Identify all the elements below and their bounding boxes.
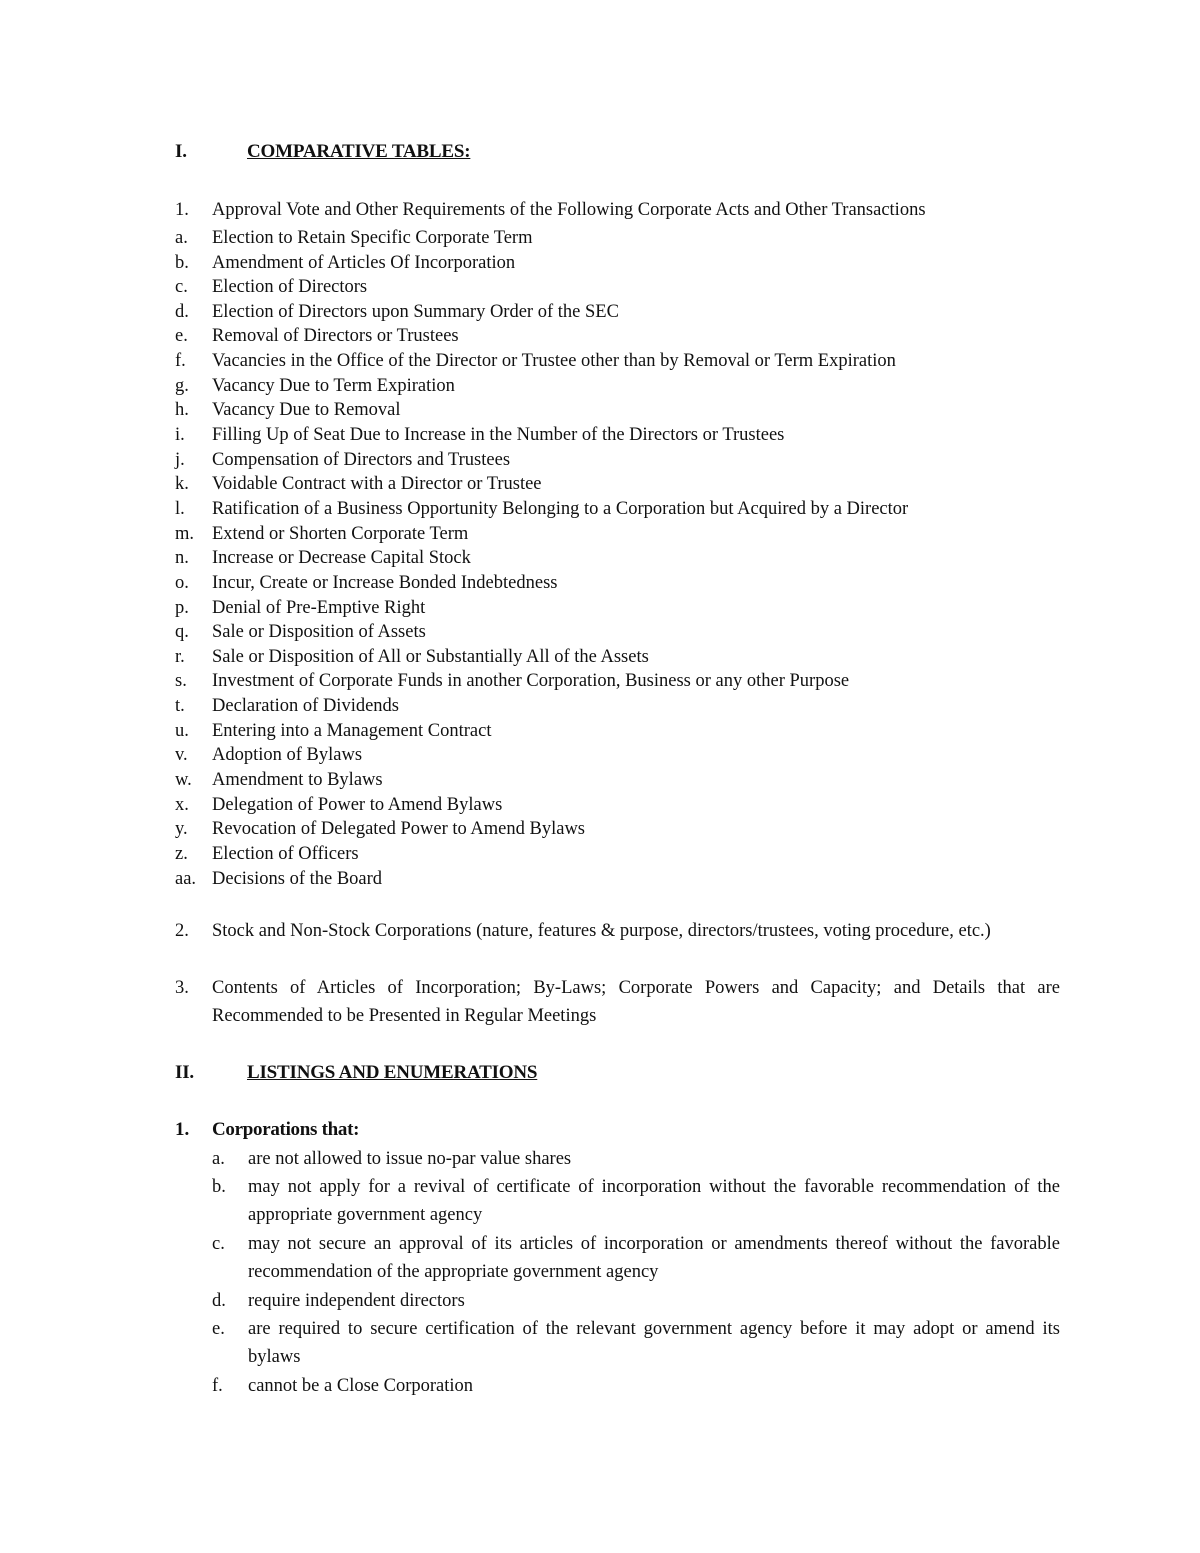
list-item: [212, 1287, 1060, 1315]
item-text: Delegation of Power to Amend Bylaws: [212, 795, 503, 815]
item-text: Adoption of Bylaws: [212, 745, 363, 765]
item-text: Sale or Disposition of Assets: [212, 622, 426, 642]
section-1-title: COMPARATIVE TABLES:: [247, 141, 471, 162]
item-text: require independent directors: [248, 1291, 465, 1311]
list-item: [212, 1372, 1060, 1400]
item-marker: 1.: [175, 200, 189, 220]
item-marker: q.: [175, 622, 189, 642]
item-text: Vacancies in the Office of the Director or Trustee other than by Removal or Term Expiration: [212, 351, 896, 371]
list-item: [212, 1230, 1060, 1286]
item-text: Incur, Create or Increase Bonded Indebtedness: [212, 573, 558, 593]
item-marker: d.: [175, 302, 189, 322]
section-1-number: I.: [175, 141, 187, 162]
item-text: Vacancy Due to Removal: [212, 400, 401, 420]
item-text: Entering into a Management Contract: [212, 721, 492, 741]
item-marker: f.: [175, 351, 186, 371]
item-marker: f.: [212, 1376, 223, 1396]
section-2-title: LISTINGS AND ENUMERATIONS: [247, 1062, 538, 1083]
list-item: [212, 1315, 1060, 1371]
item-text: Extend or Shorten Corporate Term: [212, 524, 469, 544]
item-text: are required to secure certification of the relevant government agency before it may adopt or amend its bylaws: [248, 1319, 1060, 1367]
item-marker: l.: [175, 499, 185, 519]
item-text: Stock and Non-Stock Corporations (nature, features & purpose, directors/trustees, voting procedure, etc.): [212, 921, 991, 941]
item-marker: z.: [175, 844, 188, 864]
item-marker: aa.: [175, 869, 197, 889]
item-marker: h.: [175, 400, 189, 420]
section-2-number: II.: [175, 1062, 194, 1083]
item-text: may not apply for a revival of certificate of incorporation without the favorable recommendation of the appropriate government agency: [248, 1177, 1060, 1225]
item-text: Ratification of a Business Opportunity Belonging to a Corporation but Acquired by a Director: [212, 499, 909, 519]
item-marker: k.: [175, 474, 189, 494]
item-text: Compensation of Directors and Trustees: [212, 450, 511, 470]
item-marker: m.: [175, 524, 195, 544]
item-marker: j.: [175, 450, 185, 470]
item-marker: e.: [175, 326, 188, 346]
item-text: Sale or Disposition of All or Substantially All of the Assets: [212, 647, 649, 667]
item-marker: x.: [175, 795, 189, 815]
item-marker: w.: [175, 770, 192, 790]
item-marker: i.: [175, 425, 185, 445]
item-marker: b.: [175, 253, 189, 273]
item-marker: v.: [175, 745, 188, 765]
item-text: Removal of Directors or Trustees: [212, 326, 459, 346]
item-marker: s.: [175, 671, 187, 691]
item-marker: d.: [212, 1291, 226, 1311]
list-item: [212, 1145, 1060, 1173]
item-text: Election of Officers: [212, 844, 359, 864]
item-text: may not secure an approval of its articles of incorporation or amendments thereof without the favorable recommendation of the appropriate government agency: [248, 1234, 1060, 1282]
item-text: Decisions of the Board: [212, 869, 383, 889]
item-marker: c.: [175, 277, 188, 297]
item-text: Revocation of Delegated Power to Amend Bylaws: [212, 819, 585, 839]
item-marker: e.: [212, 1319, 225, 1339]
item-marker: r.: [175, 647, 185, 667]
item-text: Election of Directors: [212, 277, 368, 297]
item-text: Contents of Articles of Incorporation; By-Laws; Corporate Powers and Capacity; and Details that are Recommended to be Presented in Regular Meetings: [212, 978, 1060, 1026]
item-text: Voidable Contract with a Director or Trustee: [212, 474, 542, 494]
item-marker: 1.: [175, 1119, 190, 1140]
item-marker: o.: [175, 573, 189, 593]
item-text: Declaration of Dividends: [212, 696, 399, 716]
item-marker: p.: [175, 598, 189, 618]
item-marker: a.: [175, 228, 188, 248]
item-marker: c.: [212, 1234, 225, 1254]
item-marker: 3.: [175, 978, 189, 998]
item-text: Filling Up of Seat Due to Increase in the Number of the Directors or Trustees: [212, 425, 785, 445]
item-marker: n.: [175, 548, 189, 568]
item-marker: y.: [175, 819, 188, 839]
item-text: Amendment of Articles Of Incorporation: [212, 253, 516, 273]
item-text: cannot be a Close Corporation: [248, 1376, 474, 1396]
item-text: are not allowed to issue no-par value shares: [248, 1149, 572, 1169]
item-marker: g.: [175, 376, 189, 396]
item-text: Election of Directors upon Summary Order of the SEC: [212, 302, 619, 322]
item-text: Increase or Decrease Capital Stock: [212, 548, 471, 568]
item-text: Vacancy Due to Term Expiration: [212, 376, 455, 396]
item-marker: 2.: [175, 921, 189, 941]
section-1-item-3: [175, 974, 1060, 1030]
item-text: Corporations that:: [212, 1119, 360, 1140]
item-text: Election to Retain Specific Corporate Term: [212, 228, 533, 248]
item-text: Amendment to Bylaws: [212, 770, 383, 790]
section-1-item-2: [175, 917, 1060, 945]
list-item: [212, 1173, 1060, 1229]
item-text: Investment of Corporate Funds in another Corporation, Business or any other Purpose: [212, 671, 850, 691]
item-marker: a.: [212, 1149, 225, 1169]
item-text: Denial of Pre-Emptive Right: [212, 598, 426, 618]
item-marker: t.: [175, 696, 185, 716]
item-marker: u.: [175, 721, 189, 741]
item-marker: b.: [212, 1177, 226, 1197]
item-text: Approval Vote and Other Requirements of the Following Corporate Acts and Other Transactions: [212, 200, 926, 220]
